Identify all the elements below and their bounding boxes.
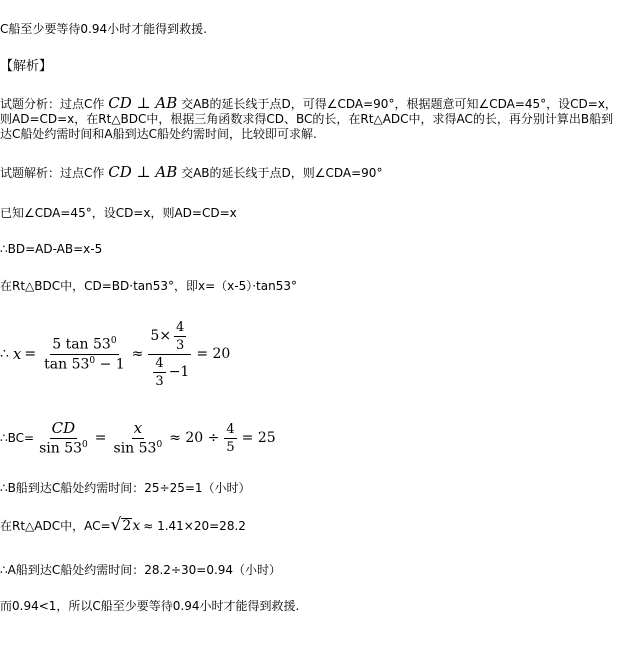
eq1-equals: =: [24, 346, 37, 362]
eq1-den-minus: − 1: [95, 356, 125, 373]
eq2-result: = 25: [241, 430, 276, 446]
eq1-minus-one: −1: [168, 364, 190, 380]
eq1-den2: [148, 355, 191, 389]
analysis-text-a: 试题分析：过点C作: [0, 97, 105, 111]
answer-conclusion: C船至少要等待0.94小时才能得到救援.: [0, 22, 207, 36]
eq2-deg-2: 0: [156, 440, 163, 451]
ac-var-x: x: [132, 517, 141, 534]
solution-a-time: ∴A船到达C船处约需时间：28.2÷30=0.94（小时）: [0, 563, 282, 577]
eq2-four: 4: [226, 421, 235, 437]
equation-bc: [0, 418, 276, 458]
final-conclusion: 而0.94<1，所以C船至少要等待0.94小时才能得到救援.: [0, 599, 300, 613]
eq2-sin-2: sin 53: [113, 440, 157, 457]
solution-first-line: [0, 165, 382, 181]
solution-b-time: ∴B船到达C船处约需时间：25÷25=1（小时）: [0, 481, 251, 495]
eq2-sin-1: sin 53: [39, 440, 83, 457]
eq1-bottom-three: 3: [155, 373, 164, 389]
eq1-fraction-1: [42, 336, 127, 372]
eq1-four-thirds-top: [174, 320, 186, 353]
solution-step-1: 已知∠CDA=45°，设CD=x，则AD=CD=x: [0, 206, 237, 220]
eq1-var-x: x: [12, 345, 22, 363]
ac-text-b: ≈ 1.41×20=28.2: [143, 518, 246, 533]
eq1-den-text: tan 53: [44, 356, 90, 373]
eq2-deg-1: 0: [82, 440, 88, 451]
solution-text-b: 交AB的延长线于点D，则∠CDA=90°: [181, 166, 383, 180]
eq1-approx: ≈: [131, 346, 144, 362]
solution-ac: [0, 515, 246, 535]
analysis-text-b: 交AB的延长线于点D，可得∠CDA=90°，根据题意可知∠CDA=45°，设CD=x，则AD=CD=x，在Rt△BDC中，根据三角函数求得CD、BC的长，在Rt△ADC中，求得AC的长，再分别计算出B船到达C船处约需时间和A船到达C船处约需时间，比较即可求解.: [0, 97, 617, 141]
eq2-x: x: [133, 419, 143, 438]
sqrt-symbol: [110, 515, 133, 535]
eq1-den-deg: 0: [89, 355, 96, 366]
eq2-lead: ∴BC=: [0, 431, 35, 445]
eq1-top-three: 3: [176, 337, 185, 353]
radical-sign: √: [110, 515, 122, 535]
solution-math: CD ⊥ AB: [108, 163, 178, 181]
equation-x: [0, 318, 230, 390]
analysis-heading: 【解析】: [0, 59, 53, 74]
solution-step-2: ∴BD=AD-AB=x-5: [0, 242, 103, 256]
ac-text-a: 在Rt△ADC中，AC=: [0, 518, 111, 533]
eq1-five-times: 5×: [150, 328, 172, 344]
eq2-fraction-2: [112, 419, 165, 457]
therefore-symbol: ∴: [0, 346, 9, 362]
eq2-den-2: [112, 439, 165, 457]
solution-text-a: 试题解析：过点C作: [0, 166, 105, 180]
eq1-four-thirds-bottom: [153, 356, 165, 389]
eq2-four-fifths: [224, 422, 236, 455]
eq2-fraction-1: [37, 419, 90, 457]
eq1-num-text: 5 tan 53: [52, 336, 111, 353]
eq2-den-1: [37, 439, 90, 457]
eq1-bottom-four: 4: [155, 355, 164, 371]
eq1-result: = 20: [196, 346, 231, 362]
eq1-top-four: 4: [176, 319, 185, 335]
eq2-cd: CD: [51, 419, 76, 438]
radicand: 2: [122, 518, 132, 534]
eq2-five: 5: [226, 439, 235, 455]
eq1-num-deg: 0: [110, 335, 117, 346]
analysis-paragraph: [0, 96, 624, 142]
eq2-equals: =: [94, 430, 107, 446]
eq1-fraction-2: [148, 320, 191, 389]
solution-step-3: 在Rt△BDC中，CD=BD·tan53°，即x=（x-5）·tan53°: [0, 279, 297, 293]
eq2-approx: ≈ 20 ÷: [169, 430, 220, 446]
eq1-numerator: [50, 336, 118, 355]
eq1-num2: [148, 320, 191, 355]
eq1-denominator: [42, 355, 127, 373]
analysis-math: CD ⊥ AB: [108, 94, 178, 112]
